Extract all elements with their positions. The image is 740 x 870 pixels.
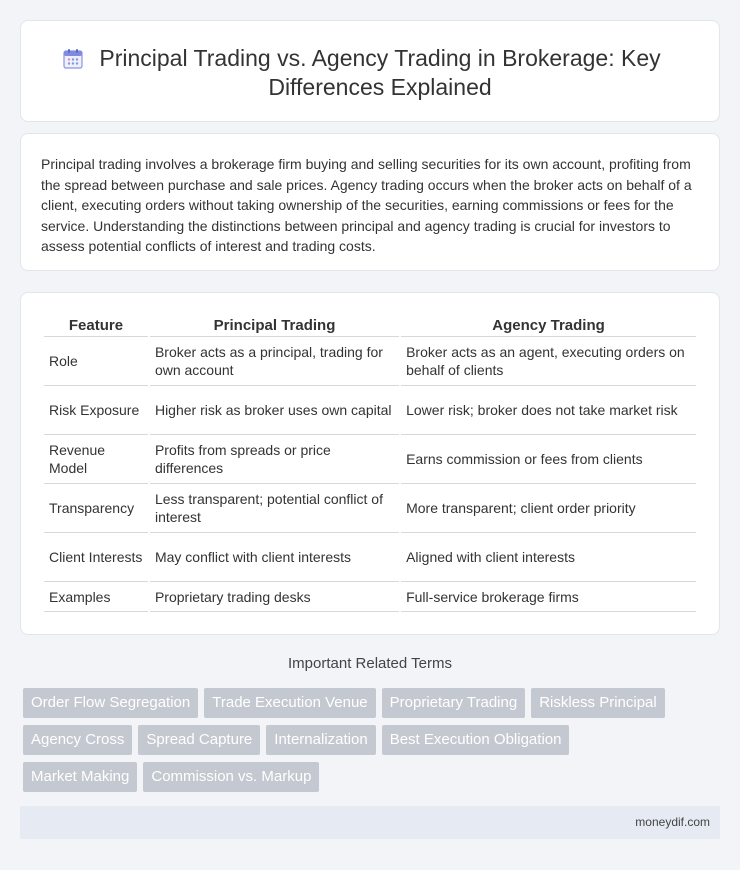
cell-principal: May conflict with client interests [150, 533, 399, 582]
tag-proprietary-trading[interactable]: Proprietary Trading [382, 688, 526, 718]
cell-agency: Earns commission or fees from clients [401, 435, 696, 484]
table-row [44, 337, 696, 386]
cell-principal: Broker acts as a principal, trading for own account [150, 337, 399, 386]
cell-feature: Risk Exposure [44, 386, 148, 435]
intro-card [20, 133, 720, 271]
cell-agency: Broker acts as an agent, executing orders on behalf of clients [401, 337, 696, 386]
cell-feature: Examples [44, 582, 148, 612]
cell-agency: Full-service brokerage firms [401, 582, 696, 612]
cell-feature: Revenue Model [44, 435, 148, 484]
table-row [44, 386, 696, 435]
tag-riskless-principal[interactable]: Riskless Principal [531, 688, 665, 718]
related-terms-heading: Important Related Terms [288, 655, 452, 672]
cell-feature: Transparency [44, 484, 148, 533]
cell-principal: Less transparent; potential conflict of interest [150, 484, 399, 533]
related-terms-list [23, 688, 713, 799]
comparison-card [20, 292, 720, 635]
tag-agency-cross[interactable]: Agency Cross [23, 725, 132, 755]
tag-best-execution-obligation[interactable]: Best Execution Obligation [382, 725, 570, 755]
table-row [44, 435, 696, 484]
tag-commission-vs-markup[interactable]: Commission vs. Markup [143, 762, 319, 792]
cell-principal: Profits from spreads or price differences [150, 435, 399, 484]
tag-trade-execution-venue[interactable]: Trade Execution Venue [204, 688, 375, 718]
footer [20, 806, 720, 839]
title-card [20, 20, 720, 122]
cell-principal: Proprietary trading desks [150, 582, 399, 612]
cell-agency: More transparent; client order priority [401, 484, 696, 533]
tag-order-flow-segregation[interactable]: Order Flow Segregation [23, 688, 198, 718]
intro-paragraph: Principal trading involves a brokerage firm buying and selling securities for its own account, profiting from the spread between purchase and sale prices. Agency trading occurs when the broker acts on behalf of a client, executing orders without taking ownership of the securities, earning commissions or fees for the service. Understanding the distinctions between principal and agency trading is crucial for investors to assess potential conflicts of interest and trading costs. [41, 156, 692, 254]
tag-market-making[interactable]: Market Making [23, 762, 137, 792]
cell-feature: Role [44, 337, 148, 386]
table-row [44, 484, 696, 533]
table-row [44, 533, 696, 582]
footer-site-link[interactable]: moneydif.com [635, 815, 710, 829]
cell-principal: Higher risk as broker uses own capital [150, 386, 399, 435]
tag-internalization[interactable]: Internalization [266, 725, 375, 755]
header-feature: Feature [44, 313, 148, 337]
table-header-row [44, 313, 696, 337]
page-title: Principal Trading vs. Agency Trading in Brokerage: Key Differences Explained [99, 45, 661, 100]
tag-spread-capture[interactable]: Spread Capture [138, 725, 260, 755]
table-row [44, 582, 696, 612]
header-principal: Principal Trading [150, 313, 399, 337]
comparison-table [42, 313, 698, 612]
cell-agency: Aligned with client interests [401, 533, 696, 582]
cell-agency: Lower risk; broker does not take market risk [401, 386, 696, 435]
cell-feature: Client Interests [44, 533, 148, 582]
header-agency: Agency Trading [401, 313, 696, 337]
